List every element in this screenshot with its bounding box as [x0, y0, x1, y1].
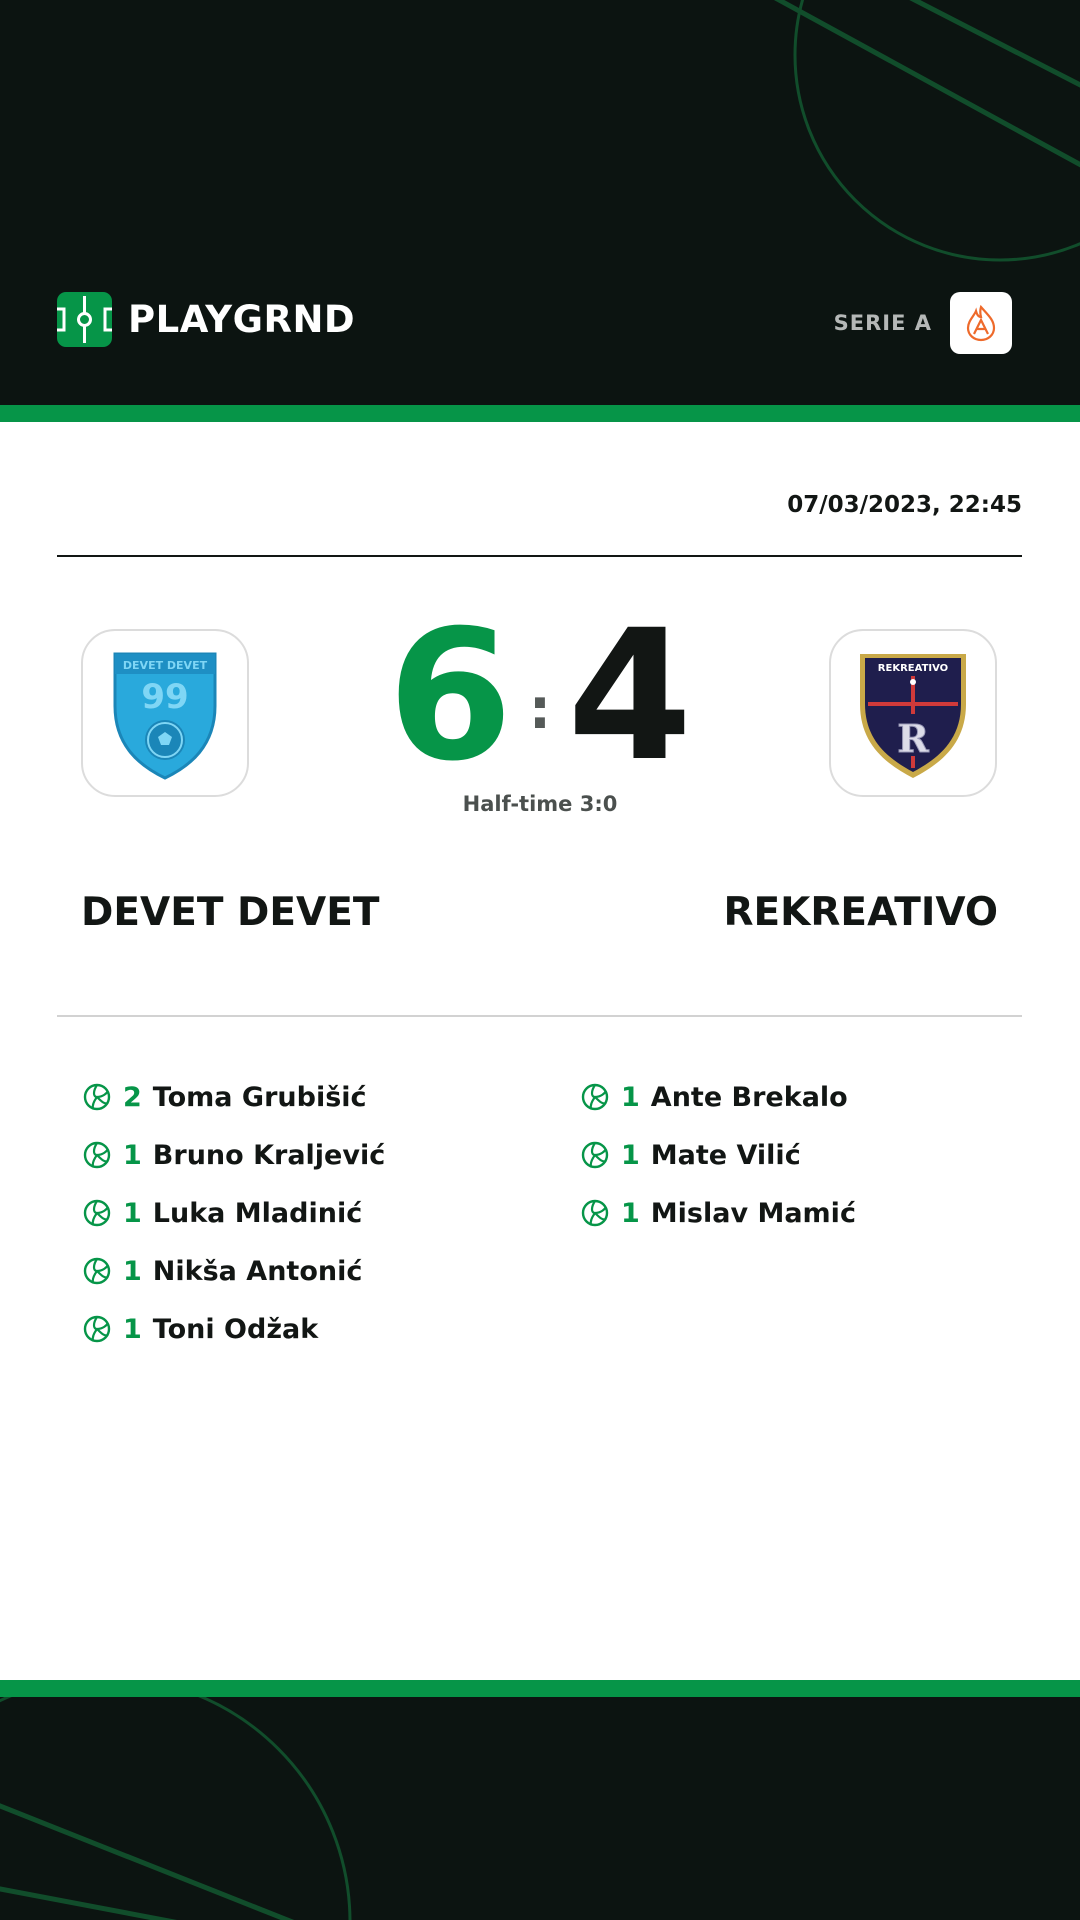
home-score: 6: [387, 592, 513, 801]
flame-a-logo-icon: [950, 292, 1012, 354]
soccer-ball-icon: [83, 1141, 111, 1169]
brand-name: PLAYGRND: [128, 297, 356, 341]
league: [834, 292, 1012, 354]
soccer-ball-icon: [581, 1199, 609, 1227]
scorer-name: Mislav Mamić: [650, 1197, 856, 1229]
scorer-name: Toma Grubišić: [152, 1081, 367, 1113]
list-item: [581, 1068, 1061, 1126]
scorer-name: Toni Odžak: [152, 1313, 319, 1345]
svg-text:REKREATIVO: REKREATIVO: [877, 663, 949, 674]
score-separator: :: [528, 677, 552, 742]
list-item: [83, 1126, 563, 1184]
away-scorers-list: [581, 1068, 1061, 1242]
list-item: [581, 1184, 1061, 1242]
pitch-icon: [57, 292, 112, 347]
goal-count: 1: [123, 1197, 142, 1229]
footer: [0, 1697, 1080, 1920]
svg-text:R: R: [897, 716, 929, 761]
away-team-name: REKREATIVO: [723, 890, 998, 935]
halftime-score: Half-time 3:0: [462, 792, 618, 816]
away-shield-icon: [854, 646, 972, 780]
soccer-ball-icon: [83, 1315, 111, 1343]
brand: [57, 291, 355, 347]
list-item: [83, 1300, 563, 1358]
goal-count: 2: [123, 1081, 142, 1113]
goal-count: 1: [123, 1313, 142, 1345]
away-score: 4: [567, 592, 693, 801]
divider: [57, 1015, 1022, 1017]
soccer-ball-icon: [83, 1257, 111, 1285]
home-team-name: DEVET DEVET: [81, 890, 380, 935]
away-crest: [829, 629, 997, 797]
goal-count: 1: [123, 1255, 142, 1287]
accent-bar-top: [0, 405, 1080, 422]
divider: [57, 555, 1022, 557]
svg-text:DEVET DEVET: DEVET DEVET: [122, 659, 208, 672]
goal-count: 1: [621, 1081, 640, 1113]
svg-text:99: 99: [141, 677, 189, 717]
scorer-name: Bruno Kraljević: [152, 1139, 386, 1171]
list-item: [83, 1068, 563, 1126]
pitch-lines-decoration: [0, 1697, 1080, 1920]
goal-count: 1: [621, 1197, 640, 1229]
goal-count: 1: [621, 1139, 640, 1171]
soccer-ball-icon: [83, 1083, 111, 1111]
scorer-name: Nikša Antonić: [152, 1255, 363, 1287]
list-item: [581, 1126, 1061, 1184]
list-item: [83, 1184, 563, 1242]
goal-count: 1: [123, 1139, 142, 1171]
league-name: SERIE A: [833, 311, 932, 335]
match-datetime: 07/03/2023, 22:45: [787, 492, 1022, 518]
scorer-name: Luka Mladinić: [152, 1197, 363, 1229]
home-scorers-list: [83, 1068, 563, 1358]
soccer-ball-icon: [83, 1199, 111, 1227]
soccer-ball-icon: [581, 1083, 609, 1111]
accent-bar-bottom: [0, 1680, 1080, 1697]
list-item: [83, 1242, 563, 1300]
scorer-name: Ante Brekalo: [650, 1081, 848, 1113]
scorer-name: Mate Vilić: [650, 1139, 801, 1171]
soccer-ball-icon: [581, 1141, 609, 1169]
